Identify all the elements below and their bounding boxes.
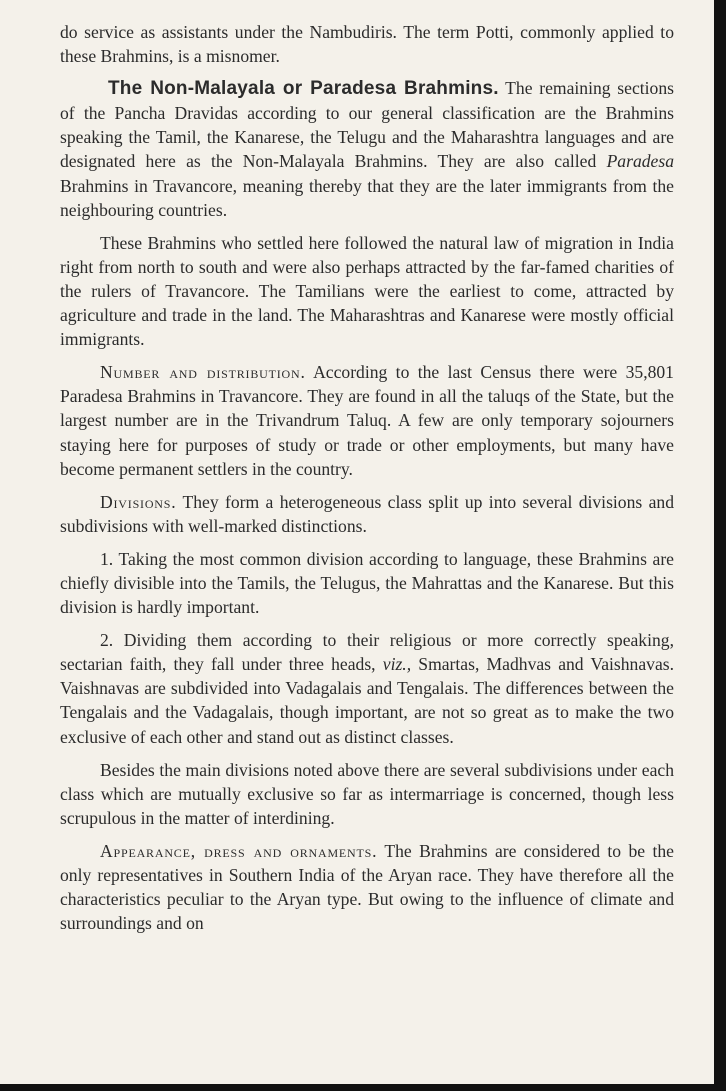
paragraph-divisions: [60, 490, 674, 538]
paragraph-appearance: [60, 839, 674, 935]
run-in-heading: Number and distribution.: [100, 362, 306, 383]
paragraph-migration: [60, 231, 674, 351]
paragraph-text: 1. Taking the most common division according to language, these Brahmins are chiefly divisible into the Tamils, the Telugus, the Mahrattas and the Kanarese. But this division is hardly important.: [60, 548, 674, 618]
paragraph-text: do service as assistants under the Nambudiris. The term Potti, commonly applied to these Brahmins, is a misnomer.: [60, 22, 674, 67]
paragraph-text: The Brahmins are considered to be the only representatives in Southern India of the Aryan race. They have therefore all the characteristics peculiar to the Aryan type. But owing to the influence of climate and surroundings and on: [60, 840, 674, 934]
paragraph-division-sectarian: [60, 628, 674, 748]
section-heading: The Non-Malayala or Paradesa Brahmins.: [108, 78, 499, 100]
paragraph-continuation: [60, 20, 674, 68]
scan-border-right: [714, 0, 726, 1091]
paragraph-text: 2. Dividing them according to their religious or more correctly speaking, sectarian faith, they fall under three heads,: [60, 630, 674, 675]
section-non-malayala-brahmins: [60, 76, 674, 222]
run-in-heading: Appearance, dress and ornaments.: [100, 840, 378, 861]
run-in-heading: Divisions.: [100, 491, 177, 512]
paragraph-text: These Brahmins who settled here followed the natural law of migration in India right from north to south and were also perhaps attracted by the far-famed charities of the rulers of Travancore. The Tamilians were the earliest to come, attracted by agriculture and trade in the land. The Maharashtras and Kanarese were mostly official immigrants.: [60, 232, 674, 350]
paragraph-text: Brahmins in Travancore, meaning thereby that they are the later immigrants from the neighbouring countries.: [60, 175, 674, 220]
paragraph-text: The remaining sections of the Pancha Dravidas according to our general classification are the Brahmins speaking the Tamil, the Kanarese, the Telugu and the Maharashtra languages and are designated here as the Non-Malayala Brahmins. They are also called: [60, 78, 674, 172]
paragraph-subdivisions: [60, 758, 674, 830]
italic-term: Paradesa: [606, 151, 674, 172]
paragraph-text: Besides the main divisions noted above there are several subdivisions under each class which are mutually exclusive so far as intermarriage is concerned, though less scrupulous in the matter of interdining.: [60, 759, 674, 828]
scan-border-bottom: [0, 1084, 726, 1091]
paragraph-number-distribution: [60, 360, 674, 480]
paragraph-text: According to the last Census there were 35,801 Paradesa Brahmins in Travancore. They are found in all the taluqs of the State, but the largest number are in the Trivandrum Taluq. A few are only temporary sojourners staying here for purposes of study or trade or other employments, but many have become permanent settlers in the country.: [60, 362, 674, 479]
italic-term: viz.,: [382, 654, 412, 675]
paragraph-text: Smartas, Madhvas and Vaishnavas. Vaishnavas are subdivided into Vadagalais and Tengalais. The differences between the Tengalais and the Vadagalais, though important, are not so great as to make the two exclusive of each other and stand out as distinct classes.: [60, 654, 675, 747]
paragraph-text: They form a heterogeneous class split up into several divisions and subdivisions with well-marked distinctions.: [60, 491, 674, 536]
paragraph-division-language: [60, 547, 674, 619]
